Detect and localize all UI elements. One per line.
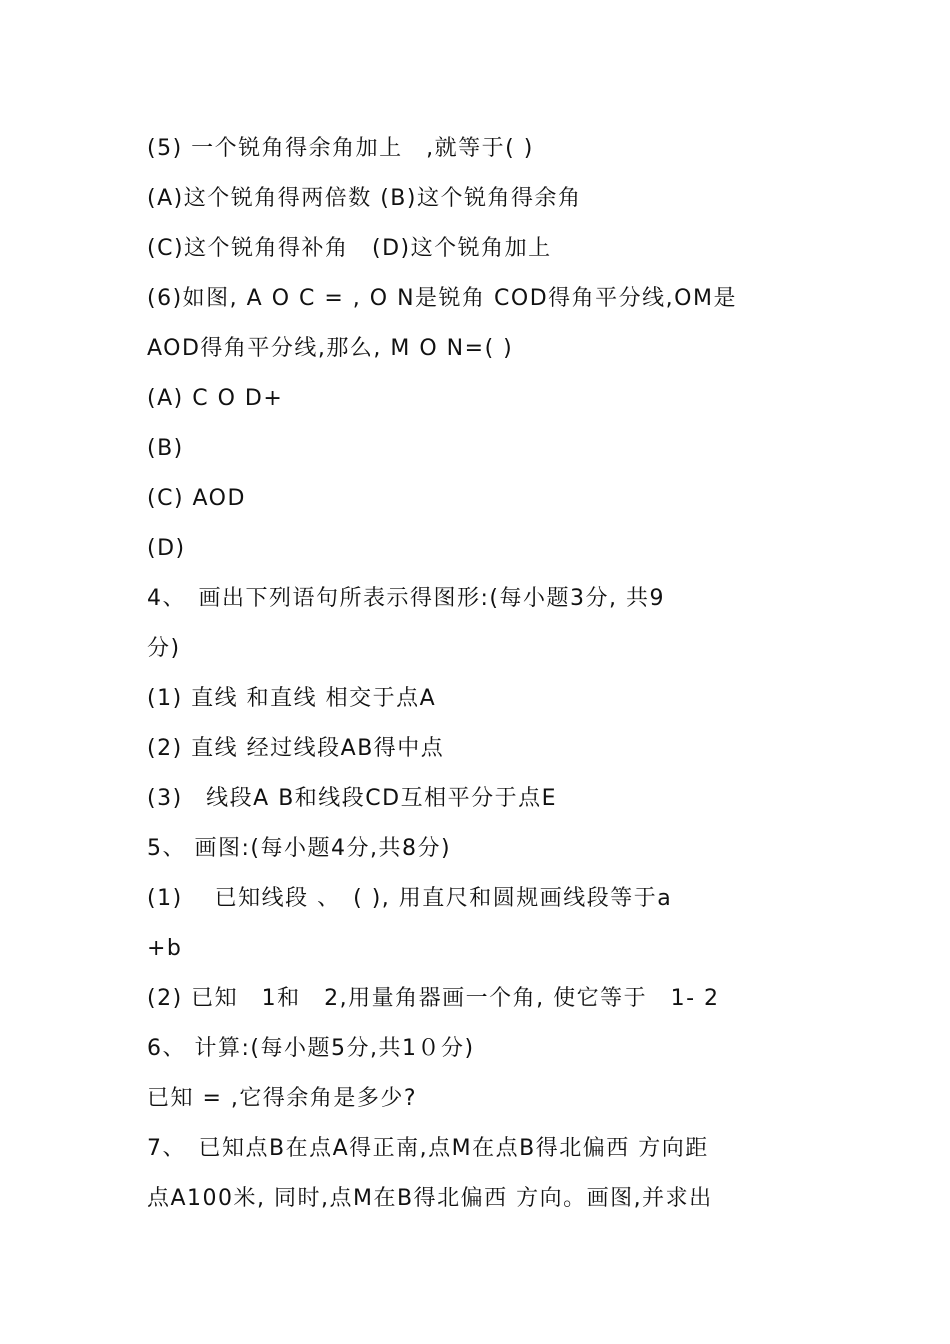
text-line-section-4-title: 4、 画出下列语句所表示得图形:(每小题3分, 共9 bbox=[147, 586, 665, 611]
text-line-section-7-stem-cont: 点A100米, 同时,点M在B得北偏西 方向。画图,并求出 bbox=[147, 1186, 713, 1211]
text-line-s4-item-2: (2) 直线 经过线段AB得中点 bbox=[147, 736, 445, 761]
text-line-section-6-title: 6、 计算:(每小题5分,共1０分) bbox=[147, 1036, 475, 1061]
text-line-s5-item-1: (1) 已知线段 、 ( ), 用直尺和圆规画线段等于a bbox=[147, 886, 673, 911]
text-line-s5-item-2: (2) 已知 1和 2,用量角器画一个角, 使它等于 1- 2 bbox=[147, 986, 720, 1011]
text-line-q5-options-cd: (C)这个锐角得补角 (D)这个锐角加上 bbox=[147, 236, 552, 261]
text-line-q5-stem: (5) 一个锐角得余角加上 ,就等于( ) bbox=[147, 136, 534, 161]
text-line-s6-problem: 已知 = ,它得余角是多少? bbox=[147, 1086, 418, 1111]
text-line-section-7-stem: 7、 已知点B在点A得正南,点M在点B得北偏西 方向距 bbox=[147, 1136, 709, 1161]
text-line-section-5-title: 5、 画图:(每小题4分,共8分) bbox=[147, 836, 452, 861]
text-line-q6-option-d: (D) bbox=[147, 536, 186, 561]
text-line-s4-item-1: (1) 直线 和直线 相交于点A bbox=[147, 686, 437, 711]
text-line-q6-stem-cont: AOD得角平分线,那么, M O N=( ) bbox=[147, 336, 514, 361]
text-line-q5-options-ab: (A)这个锐角得两倍数 (B)这个锐角得余角 bbox=[147, 186, 582, 211]
text-line-q6-stem: (6)如图, A O C = , O N是锐角 COD得角平分线,OM是 bbox=[147, 286, 737, 311]
text-line-s4-item-3: (3) 线段A B和线段CD互相平分于点E bbox=[147, 786, 558, 811]
text-line-section-4-title-cont: 分) bbox=[147, 636, 181, 661]
text-line-q6-option-a: (A) C O D+ bbox=[147, 386, 284, 411]
text-line-q6-option-b: (B) bbox=[147, 436, 184, 461]
text-line-q6-option-c: (C) AOD bbox=[147, 486, 246, 511]
text-line-s5-item-1-cont: +b bbox=[147, 936, 183, 961]
